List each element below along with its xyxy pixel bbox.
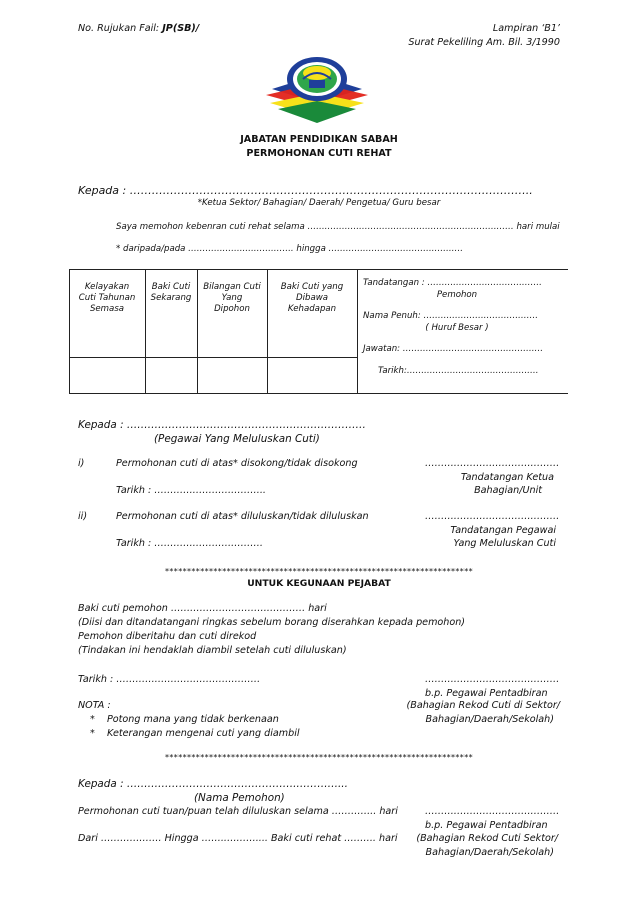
office-date[interactable]: Tarikh : ……………………………………… bbox=[78, 674, 261, 685]
nota-item-1: Potong mana yang tidak berkenaan bbox=[107, 714, 279, 725]
reply-records-line-2: Bahagian/Daerah/Sekolah) bbox=[425, 847, 554, 858]
col-balance-line: Baki Cuti bbox=[151, 282, 191, 292]
approval-date[interactable]: Tarikh : ……………………………. bbox=[116, 538, 263, 549]
office-note-3: (Tindakan ini hendaklah diambil setelah cuti diluluskan) bbox=[78, 645, 347, 656]
applicant-name-label: (Nama Pemohon) bbox=[194, 792, 285, 804]
department-title: JABATAN PENDIDIKAN SABAH bbox=[240, 134, 398, 145]
form-title: PERMOHONAN CUTI REHAT bbox=[246, 148, 392, 159]
col-requested-header bbox=[197, 282, 267, 315]
office-note-2: Pemohon diberitahu dan cuti direkod bbox=[78, 631, 257, 642]
sabah-education-logo bbox=[258, 49, 376, 125]
nota-item-2: Keterangan mengenai cuti yang diambil bbox=[107, 728, 300, 739]
approval-signature-label: Tandatangan Pegawai bbox=[450, 525, 556, 536]
col-balance-line: Sekarang bbox=[150, 293, 192, 303]
kepada-note: *Ketua Sektor/ Bahagian/ Daerah/ Pengetua/ Guru besar bbox=[197, 198, 441, 208]
approver-label: (Pegawai Yang Meluluskan Cuti) bbox=[154, 433, 320, 445]
appendix-label: Lampiran ‘B1’ bbox=[492, 23, 560, 34]
support-date[interactable]: Tarikh : …………………………….. bbox=[116, 485, 266, 496]
reply-kepada[interactable]: Kepada : ………………………………………….…………... bbox=[78, 778, 348, 790]
support-statement: Permohonan cuti di atas* disokong/tidak disokong bbox=[116, 458, 358, 469]
col-carryforward-line: Dibawa bbox=[295, 293, 329, 303]
col-carryforward-line: Kehadapan bbox=[287, 304, 337, 314]
col-carryforward-line: Baki Cuti yang bbox=[280, 282, 344, 292]
office-records-line-2: Bahagian/Daerah/Sekolah) bbox=[425, 714, 554, 725]
period-line[interactable]: * daripada/pada ………………..……….……. hingga …………………………………….…. bbox=[116, 244, 463, 254]
office-use-heading: UNTUK KEGUNAAN PEJABAT bbox=[247, 578, 391, 589]
col-balance-header bbox=[145, 282, 197, 304]
reply-dates-line[interactable]: Dari ………………. Hingga ……..……….... Baki cuti rehat ………. hari bbox=[78, 833, 398, 844]
support-unit-label: Bahagian/Unit bbox=[474, 485, 542, 496]
col-entitlement-line: Kelayakan bbox=[84, 282, 130, 292]
approval-officer-label: Yang Meluluskan Cuti bbox=[453, 538, 556, 549]
full-name-field[interactable]: Nama Penuh: …………………………………. bbox=[363, 311, 538, 321]
item-i-number: i) bbox=[78, 458, 85, 469]
position-field[interactable]: Jawatan: ……………………………………….… bbox=[363, 344, 544, 354]
bullet-star: * bbox=[90, 714, 95, 725]
col-carryforward-header bbox=[267, 282, 357, 315]
col-entitlement-line: Cuti Tahunan bbox=[78, 293, 136, 303]
signature-field[interactable]: Tandatangan : …………………………………. bbox=[363, 278, 542, 288]
support-signature-line[interactable]: …………………………………… bbox=[425, 458, 560, 469]
nota-label: NOTA : bbox=[78, 700, 111, 711]
col-requested-line: Dipohon bbox=[214, 304, 250, 314]
separator-stars: ********************************************************************** bbox=[165, 753, 473, 762]
file-reference bbox=[78, 23, 199, 35]
office-bp-label: b.p. Pegawai Pentadbiran bbox=[425, 688, 548, 699]
pemohon-label: Pemohon bbox=[436, 290, 478, 300]
support-signature-label: Tandatangan Ketua bbox=[460, 472, 554, 483]
reply-records-line-1: (Bahagian Rekod Cuti Sektor/ bbox=[416, 833, 558, 844]
table-row-divider bbox=[69, 357, 358, 358]
office-signature-line[interactable]: …………………………………… bbox=[425, 674, 560, 685]
date-field[interactable]: Tarikh:………………………………………. bbox=[378, 366, 539, 376]
capital-letters-note: ( Huruf Besar ) bbox=[425, 323, 489, 333]
table-divider bbox=[357, 269, 358, 393]
office-records-line-1: (Bahagian Rekod Cuti di Sektor/ bbox=[406, 700, 560, 711]
col-entitlement-line: Semasa bbox=[89, 304, 125, 314]
approval-kepada[interactable]: Kepada : …………………………………………………………… bbox=[78, 419, 366, 431]
reply-approved-line[interactable]: Permohonan cuti tuan/puan telah diluluskan selama ………….. hari bbox=[78, 806, 398, 817]
kepada-line[interactable]: Kepada : ……………………………………………………………………………………………….. bbox=[78, 184, 533, 197]
office-note-1: (Diisi dan ditandatangani ringkas sebelum borang diserahkan kepada pemohon) bbox=[78, 617, 466, 628]
separator-stars: ********************************************************************** bbox=[165, 567, 473, 576]
reply-signature-line[interactable]: …………………………………… bbox=[425, 806, 560, 817]
item-ii-number: ii) bbox=[78, 511, 88, 522]
bullet-star: * bbox=[90, 728, 95, 739]
file-reference-label: No. Rujukan Fail: bbox=[78, 23, 163, 34]
reply-bp-label: b.p. Pegawai Pentadbiran bbox=[425, 820, 548, 831]
col-requested-line: Bilangan Cuti bbox=[203, 282, 261, 292]
col-entitlement-header bbox=[69, 282, 145, 315]
col-requested-line: Yang bbox=[221, 293, 243, 303]
approval-statement: Permohonan cuti di atas* diluluskan/tidak diluluskan bbox=[116, 511, 369, 522]
approval-signature-line[interactable]: …………………………………… bbox=[425, 511, 560, 522]
circular-reference: Surat Pekeliling Am. Bil. 3/1990 bbox=[408, 37, 560, 48]
leave-balance-line[interactable]: Baki cuti pemohon …………………………………… hari bbox=[78, 603, 327, 614]
request-line[interactable]: Saya memohon kebenran cuti rehat selama ……………………………………………………………… hari mulai bbox=[116, 222, 560, 232]
file-reference-value: JP(SB)/ bbox=[162, 23, 200, 34]
